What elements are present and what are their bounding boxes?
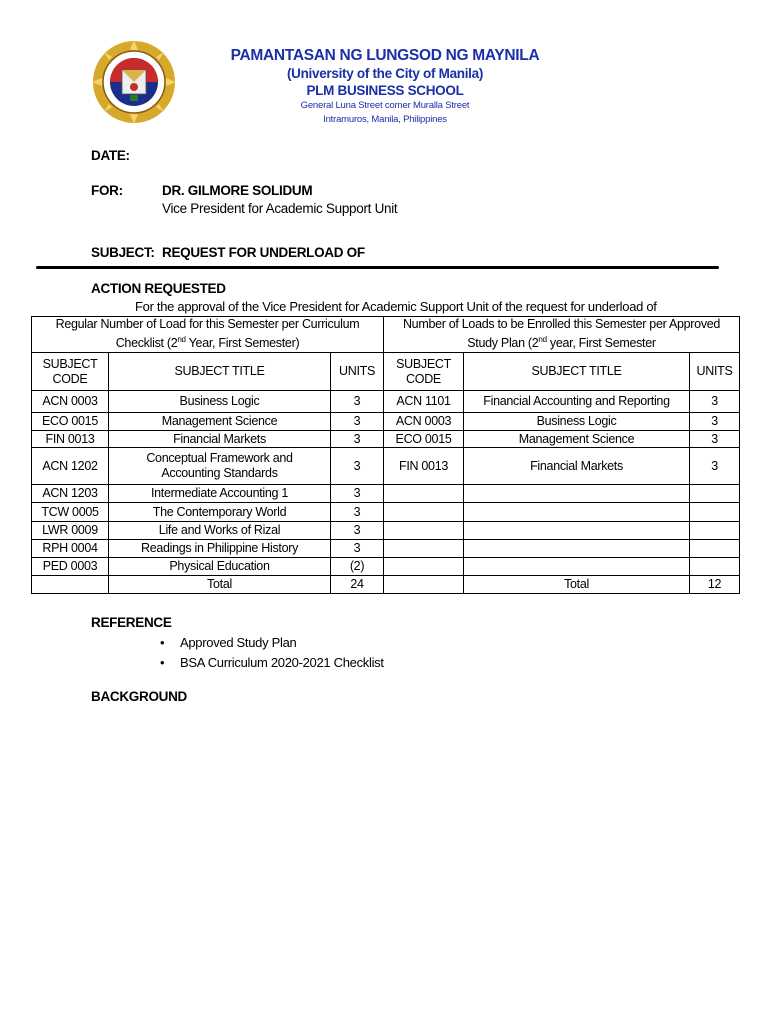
column-header-units: UNITS [331, 353, 384, 391]
right-subject-code [384, 558, 464, 576]
left-units: 3 [331, 413, 384, 431]
left-units: 3 [331, 485, 384, 503]
right-subject-title: Business Logic [464, 413, 690, 431]
table-row [32, 503, 740, 522]
right-units [690, 522, 740, 540]
left-subject-title: Business Logic [109, 391, 331, 413]
right-subject-title: Financial Accounting and Reporting [464, 391, 690, 413]
column-header-code: SUBJECT CODE [32, 353, 109, 391]
left-subject-title: The Contemporary World [109, 503, 331, 522]
left-units: 3 [331, 540, 384, 558]
right-subject-title: Management Science [464, 431, 690, 448]
right-subject-code: FIN 0013 [384, 448, 464, 485]
left-subject-title: Physical Education [109, 558, 331, 576]
bullet-icon: • [160, 635, 165, 650]
horizontal-divider [36, 266, 719, 269]
right-units: 3 [690, 431, 740, 448]
underload-table [31, 316, 740, 594]
action-requested-text: For the approval of the Vice President for Academic Support Unit of the request for underload of [135, 299, 657, 314]
address-line-2: Intramuros, Manila, Philippines [323, 114, 447, 125]
for-label: FOR: [91, 183, 123, 198]
recipient-name: DR. GILMORE SOLIDUM [162, 183, 313, 198]
left-units: (2) [331, 558, 384, 576]
right-subject-code [384, 503, 464, 522]
right-subject-code [384, 540, 464, 558]
table-total-row [32, 576, 740, 594]
table-row [32, 485, 740, 503]
table-row [32, 558, 740, 576]
left-subject-code: ACN 1203 [32, 485, 109, 503]
table-row [32, 448, 740, 485]
left-units: 3 [331, 391, 384, 413]
background-label: BACKGROUND [91, 689, 187, 704]
university-name: PAMANTASAN NG LUNGSOD NG MAYNILA [230, 47, 540, 64]
university-seal-logo [92, 40, 176, 124]
list-item: • Approved Study Plan [160, 633, 384, 653]
table-row [32, 391, 740, 413]
left-subject-code: RPH 0004 [32, 540, 109, 558]
reference-label: REFERENCE [91, 615, 172, 630]
left-units: 3 [331, 522, 384, 540]
right-subject-title [464, 503, 690, 522]
right-units [690, 540, 740, 558]
university-subtitle: (University of the City of Manila) [286, 66, 484, 81]
left-subject-code: PED 0003 [32, 558, 109, 576]
left-subject-code: TCW 0005 [32, 503, 109, 522]
table-column-header-row [32, 353, 740, 391]
column-header-units: UNITS [690, 353, 740, 391]
subject-label: SUBJECT: [91, 245, 155, 260]
right-units [690, 503, 740, 522]
left-subject-title: Intermediate Accounting 1 [109, 485, 331, 503]
left-total-units: 24 [331, 576, 384, 594]
table-row [32, 540, 740, 558]
left-subject-title: Life and Works of Rizal [109, 522, 331, 540]
left-subject-code: ACN 0003 [32, 391, 109, 413]
right-units [690, 485, 740, 503]
left-subject-title: Financial Markets [109, 431, 331, 448]
right-subject-title [464, 540, 690, 558]
table-section-header-row [32, 317, 740, 353]
left-total-label: Total [109, 576, 331, 594]
right-subject-title [464, 522, 690, 540]
column-header-code: SUBJECT CODE [384, 353, 464, 391]
left-units: 3 [331, 503, 384, 522]
table-row [32, 413, 740, 431]
subject-value: REQUEST FOR UNDERLOAD OF [162, 245, 365, 260]
right-subject-title [464, 558, 690, 576]
right-total-label: Total [464, 576, 690, 594]
column-header-title: SUBJECT TITLE [109, 353, 331, 391]
study-plan-load-heading: Number of Loads to be Enrolled this Semester per Approved Study Plan (2nd year, First Semester [384, 317, 740, 353]
recipient-title: Vice President for Academic Support Unit [162, 201, 398, 216]
column-header-title: SUBJECT TITLE [464, 353, 690, 391]
list-item: • BSA Curriculum 2020-2021 Checklist [160, 653, 384, 673]
right-subject-code: ACN 0003 [384, 413, 464, 431]
left-units: 3 [331, 448, 384, 485]
right-subject-code: ACN 1101 [384, 391, 464, 413]
left-subject-title: Management Science [109, 413, 331, 431]
right-units: 3 [690, 448, 740, 485]
left-units: 3 [331, 431, 384, 448]
letterhead [200, 46, 570, 127]
left-subject-code: FIN 0013 [32, 431, 109, 448]
school-name: PLM BUSINESS SCHOOL [306, 83, 464, 98]
reference-list [160, 633, 384, 673]
left-subject-title: Readings in Philippine History [109, 540, 331, 558]
right-subject-title: Financial Markets [464, 448, 690, 485]
right-subject-code: ECO 0015 [384, 431, 464, 448]
address-line-1: General Luna Street corner Muralla Street [300, 100, 470, 111]
right-total-units: 12 [690, 576, 740, 594]
right-units: 3 [690, 413, 740, 431]
left-subject-code: LWR 0009 [32, 522, 109, 540]
left-subject-title: Conceptual Framework and Accounting Standards [109, 448, 331, 485]
left-subject-code: ECO 0015 [32, 413, 109, 431]
right-units: 3 [690, 391, 740, 413]
curriculum-load-heading: Regular Number of Load for this Semester per Curriculum Checklist (2nd Year, First Semester) [32, 317, 384, 353]
right-units [690, 558, 740, 576]
action-requested-label: ACTION REQUESTED [91, 281, 226, 296]
right-subject-code [384, 485, 464, 503]
right-subject-code [384, 522, 464, 540]
left-subject-code: ACN 1202 [32, 448, 109, 485]
table-row [32, 431, 740, 448]
date-label: DATE: [91, 148, 130, 163]
bullet-icon: • [160, 655, 165, 670]
right-subject-title [464, 485, 690, 503]
table-row [32, 522, 740, 540]
